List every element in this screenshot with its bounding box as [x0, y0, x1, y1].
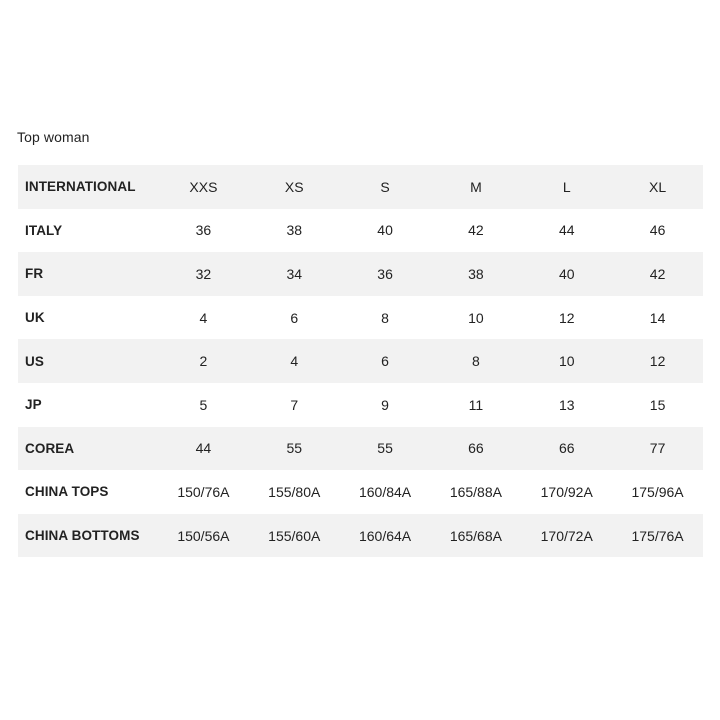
- table-cell: 8: [381, 309, 389, 326]
- table-cell: 6: [381, 353, 389, 370]
- table-cell: 42: [649, 265, 666, 282]
- table-cell: 10: [468, 309, 484, 326]
- table-cell: 160/84A: [358, 483, 412, 500]
- row-label: US: [25, 353, 44, 369]
- table-cell: L: [562, 178, 571, 195]
- table-cell: 160/64A: [358, 527, 412, 544]
- table-cell: 8: [472, 353, 480, 370]
- table-cell: 38: [468, 265, 484, 282]
- table-cell: 2: [199, 353, 208, 370]
- table-cell: S: [380, 178, 390, 195]
- table-cell: 36: [195, 222, 212, 239]
- table-row-us: [18, 339, 703, 383]
- row-label: CHINA TOPS: [25, 484, 109, 500]
- table-cell: 170/92A: [540, 483, 593, 500]
- table-cell: 175/76A: [631, 527, 684, 544]
- table-cell: 7: [290, 396, 299, 413]
- table-cell: 5: [199, 396, 208, 413]
- table-cell: 10: [558, 353, 575, 370]
- row-label: COREA: [25, 440, 75, 456]
- table-cell: 40: [377, 222, 393, 239]
- table-cell: XXS: [189, 178, 218, 195]
- table-cell: 44: [195, 440, 212, 457]
- table-cell: 12: [649, 353, 666, 370]
- table-cell: 55: [377, 440, 393, 457]
- table-cell: 6: [290, 309, 299, 326]
- table-cell: 14: [649, 309, 666, 326]
- size-chart-table: [18, 165, 703, 557]
- table-cell: 32: [195, 265, 212, 282]
- table-row-uk: [18, 296, 703, 340]
- table-cell: 175/96A: [631, 483, 684, 500]
- table-cell: 13: [558, 396, 575, 413]
- table-cell: 34: [286, 265, 303, 282]
- table-cell: 44: [558, 222, 575, 239]
- row-label: CHINA BOTTOMS: [25, 528, 140, 544]
- table-row-international: [18, 165, 703, 209]
- table-row-china-tops: [18, 470, 703, 514]
- table-row-china-bottoms: [18, 514, 703, 558]
- table-row-jp: [18, 383, 703, 427]
- table-cell: 11: [468, 396, 484, 413]
- table-cell: 4: [290, 353, 299, 370]
- table-cell: 77: [649, 440, 666, 457]
- table-cell: 46: [649, 222, 666, 239]
- table-cell: 165/88A: [449, 483, 502, 500]
- table-cell: 150/56A: [177, 527, 230, 544]
- table-cell: XL: [649, 178, 667, 195]
- table-cell: 9: [381, 396, 389, 413]
- table-cell: 165/68A: [449, 527, 502, 544]
- table-row-italy: [18, 209, 703, 253]
- table-cell: 150/76A: [177, 483, 230, 500]
- row-label: FR: [25, 266, 44, 282]
- table-cell: 38: [286, 222, 303, 239]
- row-label: ITALY: [25, 222, 63, 238]
- table-cell: 42: [468, 222, 484, 239]
- table-cell: 12: [558, 309, 575, 326]
- table-cell: 36: [377, 265, 393, 282]
- table-cell: 4: [199, 309, 208, 326]
- table-title: Top woman: [17, 129, 90, 145]
- table-cell: 15: [649, 396, 666, 413]
- table-row-corea: [18, 427, 703, 471]
- table-cell: 155/60A: [268, 527, 321, 544]
- table-cell: XS: [284, 178, 304, 195]
- table-cell: 66: [468, 440, 484, 457]
- table-cell: M: [470, 178, 482, 195]
- row-label: UK: [25, 310, 45, 326]
- table-row-fr: [18, 252, 703, 296]
- table-cell: 40: [558, 265, 575, 282]
- table-cell: 55: [286, 440, 303, 457]
- row-label: JP: [25, 397, 42, 413]
- table-cell: 66: [558, 440, 575, 457]
- table-cell: 155/80A: [268, 483, 321, 500]
- row-label: INTERNATIONAL: [25, 179, 136, 195]
- table-cell: 170/72A: [540, 527, 593, 544]
